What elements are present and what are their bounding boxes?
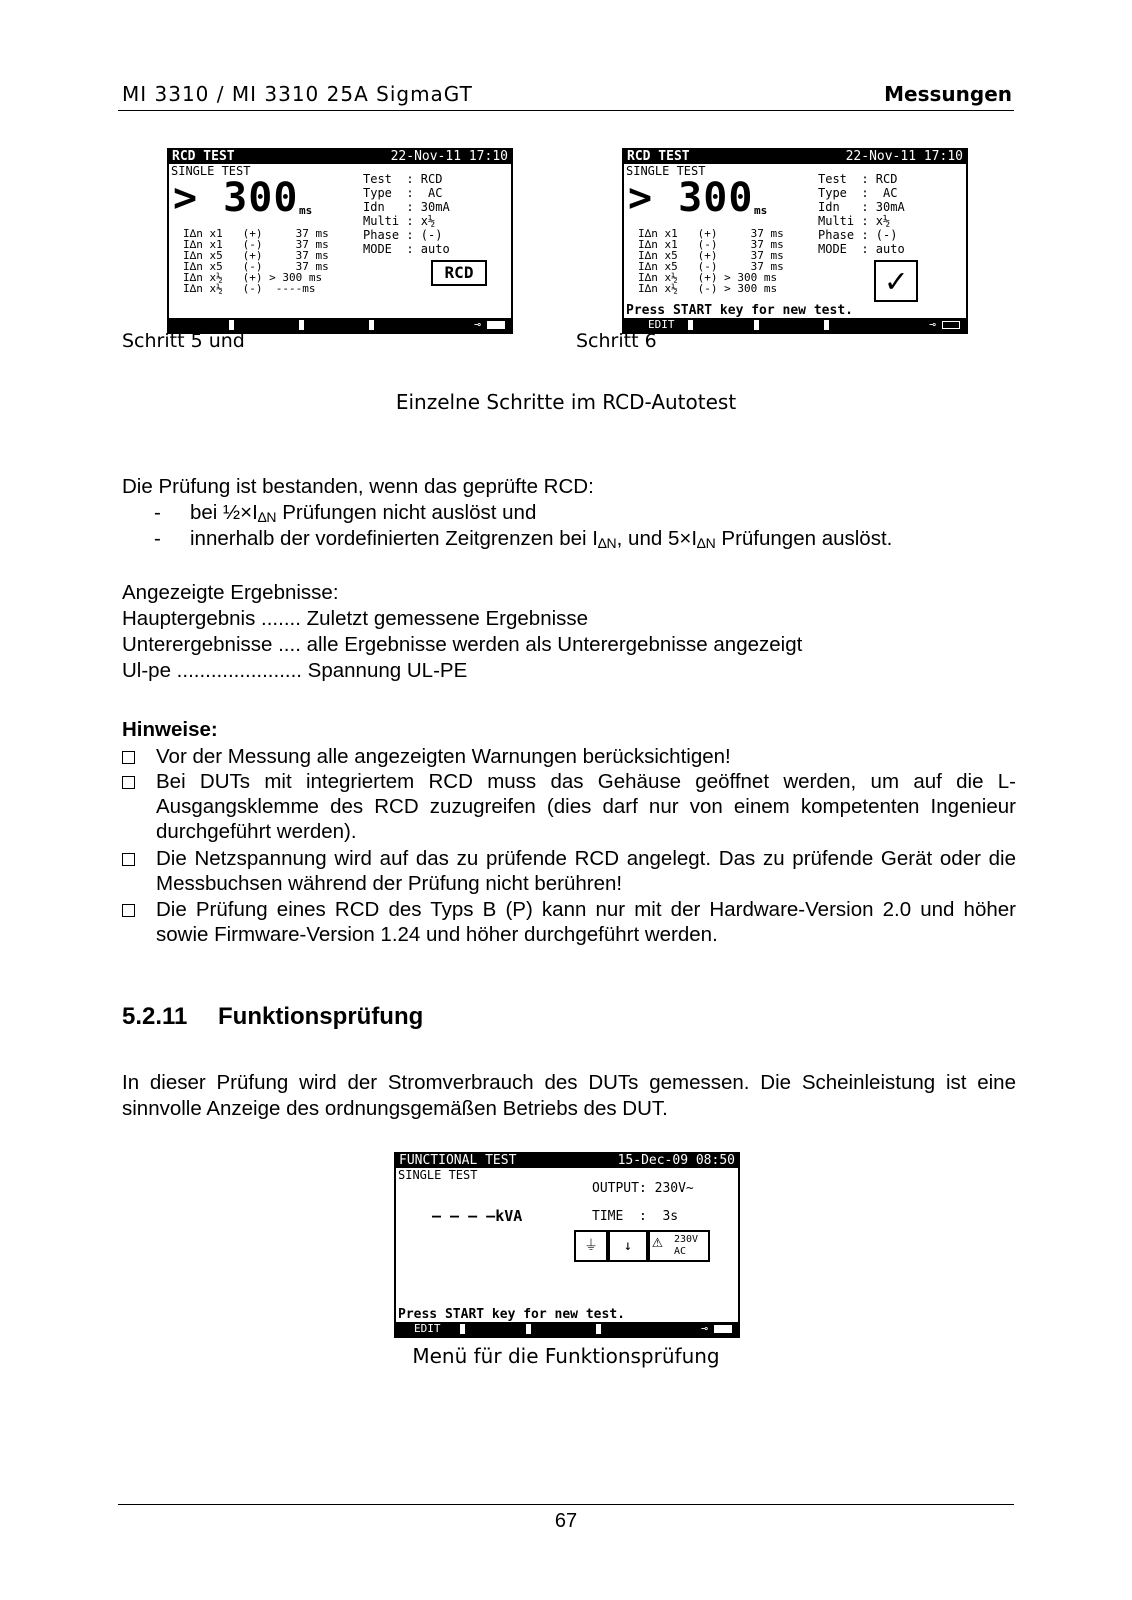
switch-icon: ↓ bbox=[608, 1230, 648, 1262]
result-main: Hauptergebnis ....... Zuletzt gemessene Ergebnisse bbox=[122, 607, 589, 630]
header-divider bbox=[118, 110, 1014, 111]
pass-intro: Die Prüfung ist bestanden, wenn das geprüfte RCD: bbox=[122, 475, 594, 498]
note-4: Die Prüfung eines RCD des Typs B (P) kann nur mit der Hardware-Version 2.0 und höher sowie Firmware-Version 1.24 und höher durchgeführt werden. bbox=[122, 897, 1016, 947]
battery-icon bbox=[714, 1325, 732, 1333]
lcd-title-bar bbox=[396, 1154, 738, 1168]
lcd-main-unit: ms bbox=[754, 204, 768, 217]
lcd-screen-step5 bbox=[167, 148, 513, 334]
caption-step5: Schritt 5 und bbox=[122, 330, 245, 352]
lcd-rcd-badge: RCD bbox=[431, 260, 487, 286]
note-2: Bei DUTs mit integriertem RCD muss das Gehäuse geöffnet werden, um auf die L-Ausgangsklemme des RCD zuzugreifen (dies darf nur von einem kompetenten Ingenieur durchgeführt werden). bbox=[122, 769, 1016, 844]
section-heading: 5.2.11 Funktionsprüfung bbox=[122, 1003, 424, 1030]
lcd-screen-functional bbox=[394, 1152, 740, 1338]
figure-caption-functional: Menü für die Funktionsprüfung bbox=[412, 1344, 720, 1368]
battery-icon bbox=[942, 321, 960, 329]
plug-icon: ⊸ bbox=[929, 318, 936, 331]
lcd-main-value: > 300 bbox=[173, 175, 299, 221]
lcd-main-unit: ms bbox=[299, 204, 313, 217]
lcd-title-bar bbox=[624, 150, 966, 164]
lcd-datetime: 15-Dec-09 08:50 bbox=[617, 1153, 735, 1168]
note-3: Die Netzspannung wird auf das zu prüfende RCD angelegt. Das zu prüfende Gerät oder die Messbuchsen während der Prüfung nicht berühren! bbox=[122, 846, 1016, 896]
notes-title: Hinweise: bbox=[122, 718, 218, 741]
lcd-mode-line: SINGLE TEST bbox=[626, 164, 706, 178]
lcd-datetime: 22-Nov-11 17:10 bbox=[390, 149, 508, 164]
lcd-main-value: > 300 bbox=[628, 175, 754, 221]
lcd-edit-label: EDIT bbox=[414, 1322, 441, 1335]
lcd-press-start: Press START key for new test. bbox=[398, 1307, 625, 1322]
result-ulpe: Ul-pe ...................... Spannung UL-PE bbox=[122, 659, 468, 682]
figure-caption-autotest: Einzelne Schritte im RCD-Autotest bbox=[395, 390, 737, 414]
lcd-mode-line: SINGLE TEST bbox=[171, 164, 251, 178]
lcd-edit-label: EDIT bbox=[648, 318, 675, 331]
warning-230v-icon: ⚠ 230V AC bbox=[648, 1230, 710, 1262]
page-number: 67 bbox=[554, 1510, 578, 1532]
lcd-sub-results: I∆n x1 (+) 37 ms I∆n x1 (-) 37 ms I∆n x5 (+) 37 ms I∆n x5 (-) 37 ms I∆n x½ (+) > 300 ms I∆n x½ (-) ----ms bbox=[183, 227, 329, 295]
earth-fault-icon: ⏚ bbox=[574, 1230, 608, 1262]
plug-icon: ⊸ bbox=[474, 318, 481, 331]
lcd-params: Test : RCD Type : AC Idn : 30mA Multi : x½ Phase : (-) MODE : auto bbox=[818, 172, 905, 256]
lcd-press-start: Press START key for new test. bbox=[626, 303, 853, 318]
lcd-screen-step6 bbox=[622, 148, 968, 334]
lcd-datetime: 22-Nov-11 17:10 bbox=[845, 149, 963, 164]
header-doc-title: MI 3310 / MI 3310 25A SigmaGT bbox=[122, 82, 473, 106]
footer-divider bbox=[118, 1504, 1014, 1505]
check-icon: ✓ bbox=[874, 260, 918, 302]
lcd-title: RCD TEST bbox=[627, 149, 690, 164]
lcd-kva-value: — — — —kVA bbox=[432, 1207, 523, 1225]
section-paragraph: In dieser Prüfung wird der Stromverbrauch des DUTs gemessen. Die Scheinleistung ist eine sinnvolle Anzeige des ordnungsgemäßen Betriebs des DUT. bbox=[122, 1071, 1016, 1120]
lcd-title: FUNCTIONAL TEST bbox=[399, 1153, 517, 1168]
lcd-title-bar bbox=[169, 150, 511, 164]
battery-icon bbox=[487, 321, 505, 329]
lcd-title: RCD TEST bbox=[172, 149, 235, 164]
plug-icon: ⊸ bbox=[701, 1322, 708, 1335]
header-section: Messungen bbox=[884, 82, 1012, 106]
lcd-mode-line: SINGLE TEST bbox=[398, 1168, 478, 1182]
note-1: Vor der Messung alle angezeigten Warnungen berücksichtigen! bbox=[122, 744, 1016, 769]
lcd-output: OUTPUT: 230V~ bbox=[592, 1181, 694, 1196]
lcd-params: Test : RCD Type : AC Idn : 30mA Multi : x½ Phase : (-) MODE : auto bbox=[363, 172, 450, 256]
lcd-time: TIME : 3s bbox=[592, 1209, 679, 1224]
lcd-bottom-bar bbox=[624, 318, 966, 332]
result-sub: Unterergebnisse .... alle Ergebnisse werden als Unterergebnisse angezeigt bbox=[122, 633, 803, 656]
lcd-bottom-bar bbox=[396, 1322, 738, 1336]
lcd-sub-results: I∆n x1 (+) 37 ms I∆n x1 (-) 37 ms I∆n x5 (+) 37 ms I∆n x5 (-) 37 ms I∆n x½ (+) > 300 ms I∆n x½ (-) > 300 ms bbox=[638, 227, 784, 295]
results-title: Angezeigte Ergebnisse: bbox=[122, 581, 339, 604]
caption-step6: Schritt 6 bbox=[576, 330, 657, 352]
